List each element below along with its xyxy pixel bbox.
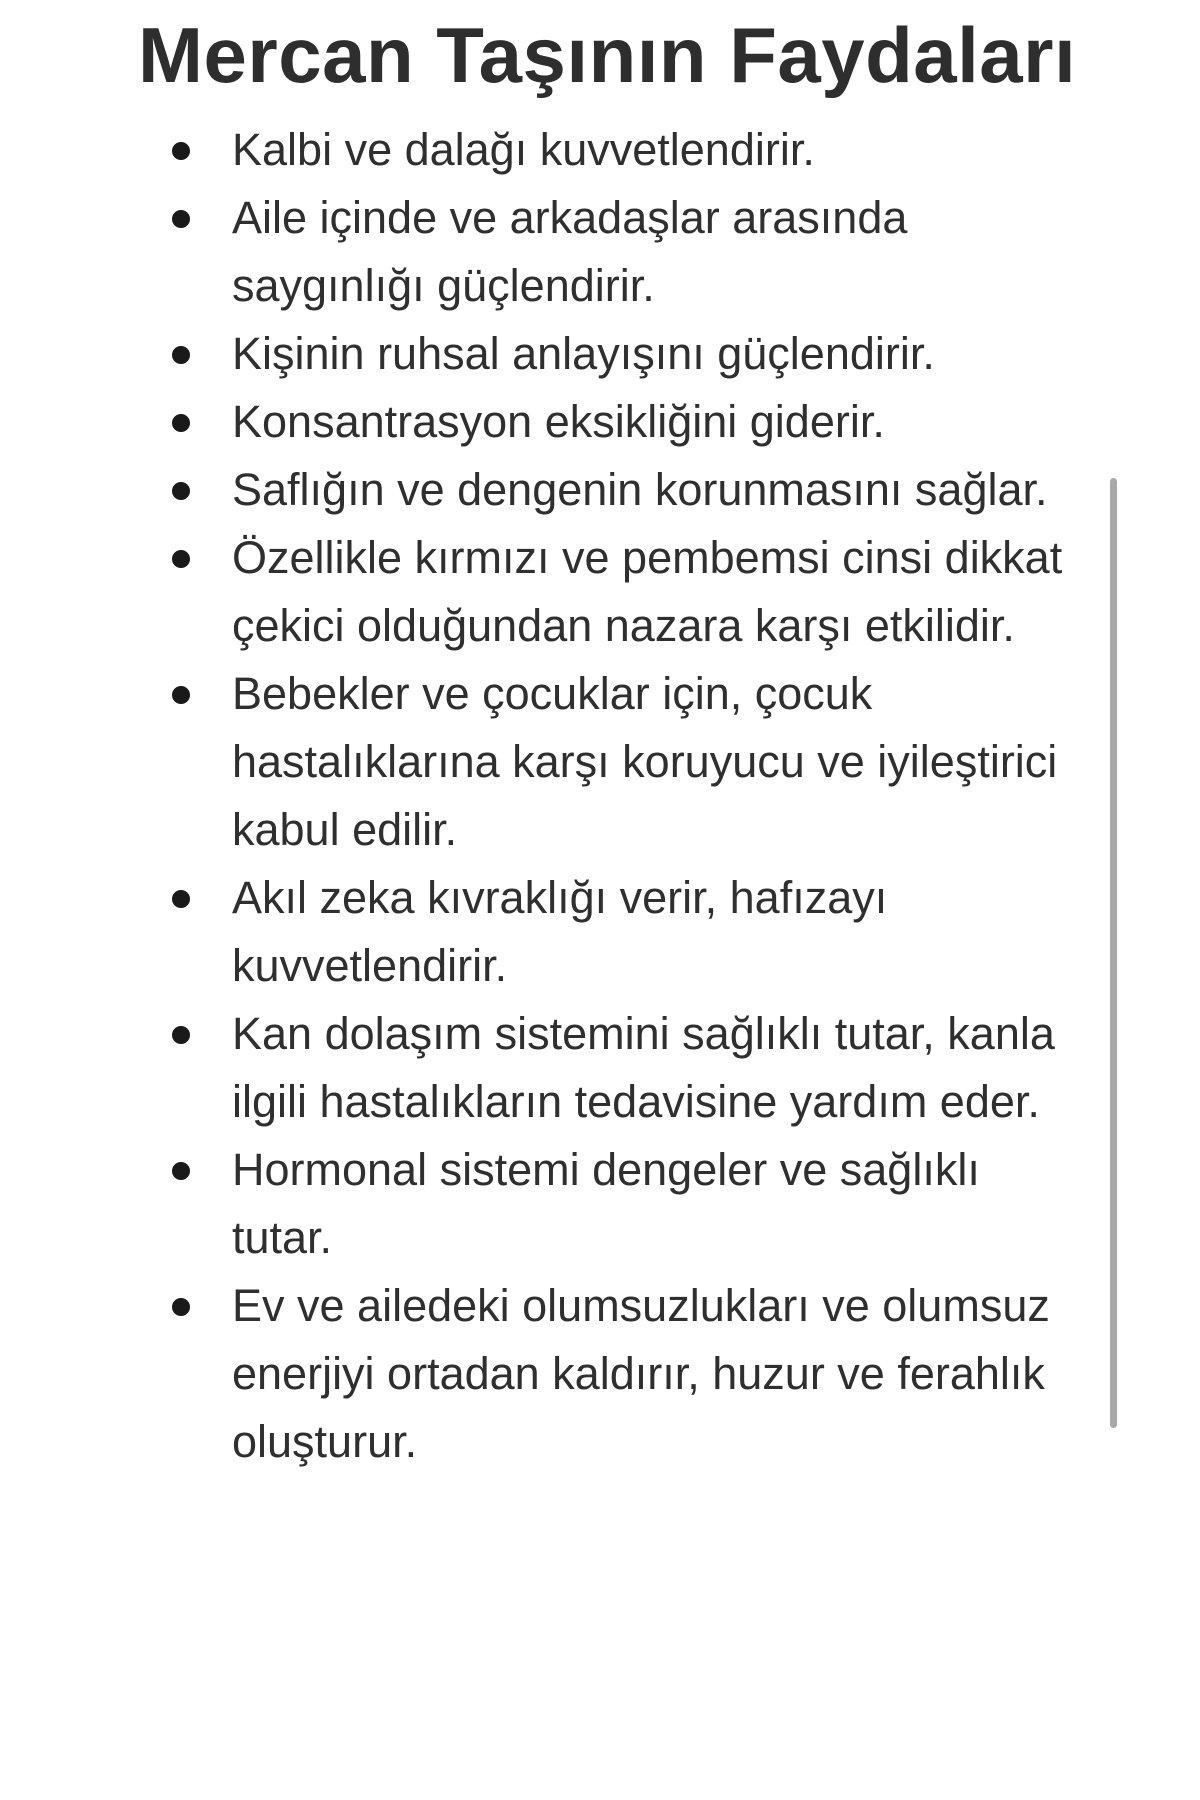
- list-item-text: Saflığın ve dengenin korunmasını sağlar.: [232, 464, 1048, 515]
- list-item-text: Hormonal sistemi dengeler ve sağlıklı tutar.: [232, 1144, 980, 1263]
- list-item: [138, 660, 1078, 864]
- list-item: [138, 1136, 1078, 1272]
- article-content: [138, 8, 1078, 1476]
- list-item-text: Aile içinde ve arkadaşlar arasında saygınlığı güçlendirir.: [232, 192, 908, 311]
- list-item: [138, 1272, 1078, 1476]
- list-item: [138, 456, 1078, 524]
- bullet-icon: [172, 414, 190, 432]
- list-item: [138, 524, 1078, 660]
- bullet-icon: [172, 890, 190, 908]
- list-item: [138, 116, 1078, 184]
- list-item: [138, 320, 1078, 388]
- list-item-text: Akıl zeka kıvraklığı verir, hafızayı kuvvetlendirir.: [232, 872, 888, 991]
- bullet-icon: [172, 346, 190, 364]
- list-item: [138, 184, 1078, 320]
- list-item-text: Konsantrasyon eksikliğini giderir.: [232, 396, 885, 447]
- page-title: Mercan Taşının Faydaları: [138, 11, 1077, 99]
- list-item-text: Kalbi ve dalağı kuvvetlendirir.: [232, 124, 815, 175]
- list-item: [138, 864, 1078, 1000]
- list-item-text: Özellikle kırmızı ve pembemsi cinsi dikkat çekici olduğundan nazara karşı etkilidir.: [232, 532, 1063, 651]
- bullet-icon: [172, 482, 190, 500]
- scrollbar[interactable]: [1110, 478, 1117, 1428]
- bullet-icon: [172, 1026, 190, 1044]
- list-item-text: Bebekler ve çocuklar için, çocuk hastalıklarına karşı koruyucu ve iyileştirici kabul edilir.: [232, 668, 1058, 855]
- bullet-icon: [172, 686, 190, 704]
- bullet-icon: [172, 142, 190, 160]
- benefits-list: [138, 116, 1078, 1476]
- bullet-icon: [172, 1298, 190, 1316]
- bullet-icon: [172, 210, 190, 228]
- bullet-icon: [172, 1162, 190, 1180]
- list-item: [138, 1000, 1078, 1136]
- list-item: [138, 388, 1078, 456]
- list-item-text: Kan dolaşım sistemini sağlıklı tutar, kanla ilgili hastalıkların tedavisine yardım eder.: [232, 1008, 1055, 1127]
- list-item-text: Ev ve ailedeki olumsuzlukları ve olumsuz enerjiyi ortadan kaldırır, huzur ve ferahlık oluşturur.: [232, 1280, 1050, 1467]
- bullet-icon: [172, 550, 190, 568]
- list-item-text: Kişinin ruhsal anlayışını güçlendirir.: [232, 328, 935, 379]
